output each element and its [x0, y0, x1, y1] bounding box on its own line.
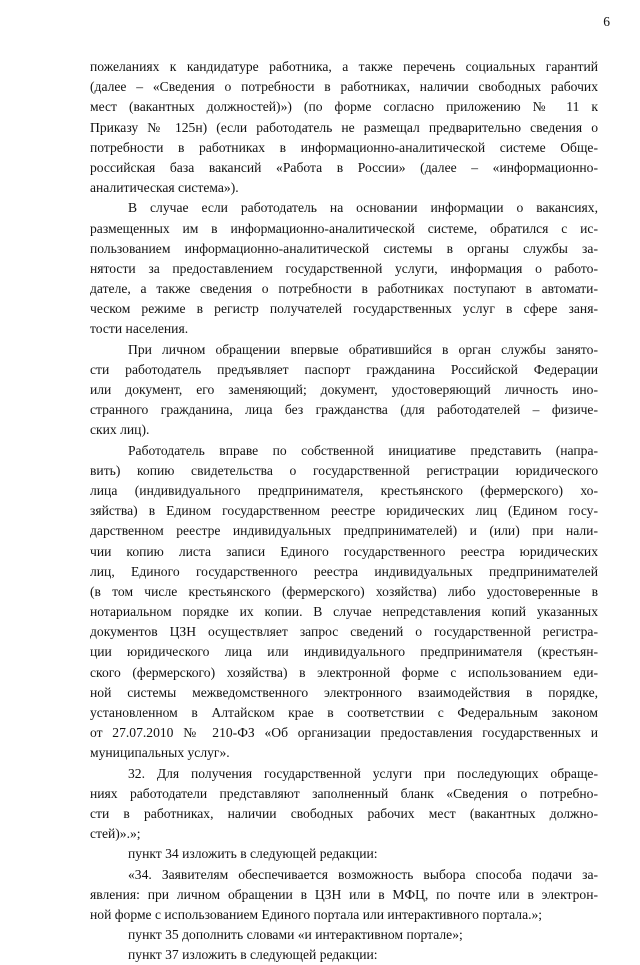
text-line: дарственном реестре индивидуальных предпринимателей) и (или) при нали-: [90, 523, 598, 539]
text-line: дателе, а также сведения о потребности в работниках поступают в автомати-: [90, 281, 598, 297]
text-line: ческом режиме в регистр получателей государственных услуг в сфере заня-: [90, 301, 598, 317]
paragraph: [90, 945, 598, 965]
text-line: от 27.07.2010 № 210-ФЗ «Об организации предоставления государственных и: [90, 725, 598, 741]
text-line: документов ЦЗН осуществляет запрос сведений о государственной регистра-: [90, 624, 598, 640]
text-line: пожеланиях к кандидатуре работника, а также перечень социальных гарантий: [90, 59, 598, 74]
text-line: ной системы межведомственного электронного взаимодействия в порядке,: [90, 684, 598, 700]
text-line: лиц, Единого государственного реестра индивидуальных предпринимателей: [90, 563, 598, 579]
paragraph: [90, 764, 598, 845]
text-line: аналитическая система»).: [90, 180, 239, 196]
text-line: сти в работниках, наличии свободных рабочих мест (вакантных должно-: [90, 805, 598, 821]
paragraph: [90, 865, 598, 926]
text-line: потребности в работниках в информационно-аналитической системе Обще-: [90, 139, 598, 155]
text-line: нятости за предоставлением государственной услуги, информация о работо-: [90, 260, 598, 276]
text-line: 32. Для получения государственной услуги при последующих обраще-: [128, 765, 598, 781]
text-line: ских лиц).: [90, 422, 150, 438]
text-line: пункт 37 изложить в следующей редакции:: [128, 947, 378, 963]
text-line: (далее – «Сведения о потребности в работниках, наличии свободных рабочих: [90, 79, 598, 95]
paragraph: [90, 925, 598, 945]
text-line: сти работодатель предъявляет паспорт гражданина Российской Федерации: [90, 361, 598, 377]
text-line: (в том числе крестьянского (фермерского) хозяйства) либо удостоверенные в: [90, 583, 598, 599]
text-line: ции юридического лица или индивидуального предпринимателя (крестьян-: [90, 644, 598, 660]
paragraph: [90, 844, 598, 864]
text-line: явления: при личном обращении в ЦЗН или в МФЦ, по почте или в электрон-: [90, 886, 598, 902]
document-body: [90, 57, 598, 965]
text-line: лица (индивидуального предпринимателя, крестьянского (фермерского) хо-: [90, 482, 598, 498]
text-line: размещенных им в информационно-аналитической системе, обратился с ис-: [90, 220, 598, 236]
paragraph: [90, 441, 598, 764]
text-line: стей)».»;: [90, 826, 141, 842]
text-line: странного гражданина, лица без гражданства (для работодателей – физиче-: [90, 402, 598, 418]
text-line: пользованием информационно-аналитической системы в органы службы за-: [90, 240, 598, 256]
paragraph: [90, 340, 598, 441]
text-line: или документ, его заменяющий; документ, удостоверяющий личность ино-: [90, 382, 598, 397]
text-line: При личном обращении впервые обратившийся в орган службы занято-: [128, 341, 598, 357]
page-number: 6: [603, 14, 610, 29]
text-line: пункт 35 дополнить словами «и интерактивном портале»;: [128, 927, 463, 943]
text-line: вить) копию свидетельства о государственной регистрации юридического: [90, 462, 598, 478]
paragraph: [90, 57, 598, 198]
text-line: В случае если работодатель на основании информации о вакансиях,: [128, 200, 598, 216]
text-line: чии копию листа записи Единого государственного реестра юридических: [90, 543, 598, 559]
paragraph: [90, 198, 598, 339]
text-line: «34. Заявителям обеспечивается возможность выбора способа подачи за-: [128, 866, 598, 882]
text-line: зяйства) в Едином государственном реестре юридических лиц (Едином госу-: [90, 503, 598, 519]
text-line: ниях работодатели представляют заполненный бланк «Сведения о потребно-: [90, 785, 598, 801]
text-line: ского (фермерского) хозяйства) в электронной форме с использованием еди-: [90, 664, 598, 680]
text-line: российская база вакансий «Работа в России» (далее – «информационно-: [90, 159, 598, 175]
text-line: Приказу № 125н) (если работодатель не размещал предварительно сведения о: [90, 119, 598, 135]
text-line: Работодатель вправе по собственной инициативе представить (напра-: [128, 442, 598, 458]
text-line: ной форме с использованием Единого портала или интерактивного портала.»;: [90, 906, 543, 922]
text-line: муниципальных услуг».: [90, 745, 230, 761]
text-line: установленном в Алтайском крае в соответствии с Федеральным законом: [90, 705, 598, 720]
text-line: мест (вакантных должностей)») (по форме согласно приложению № 11 к: [90, 99, 598, 115]
text-line: нотариальном порядке их копии. В случае непредставления копий указанных: [90, 604, 598, 620]
text-line: пункт 34 изложить в следующей редакции:: [128, 846, 378, 862]
text-line: тости населения.: [90, 321, 189, 337]
